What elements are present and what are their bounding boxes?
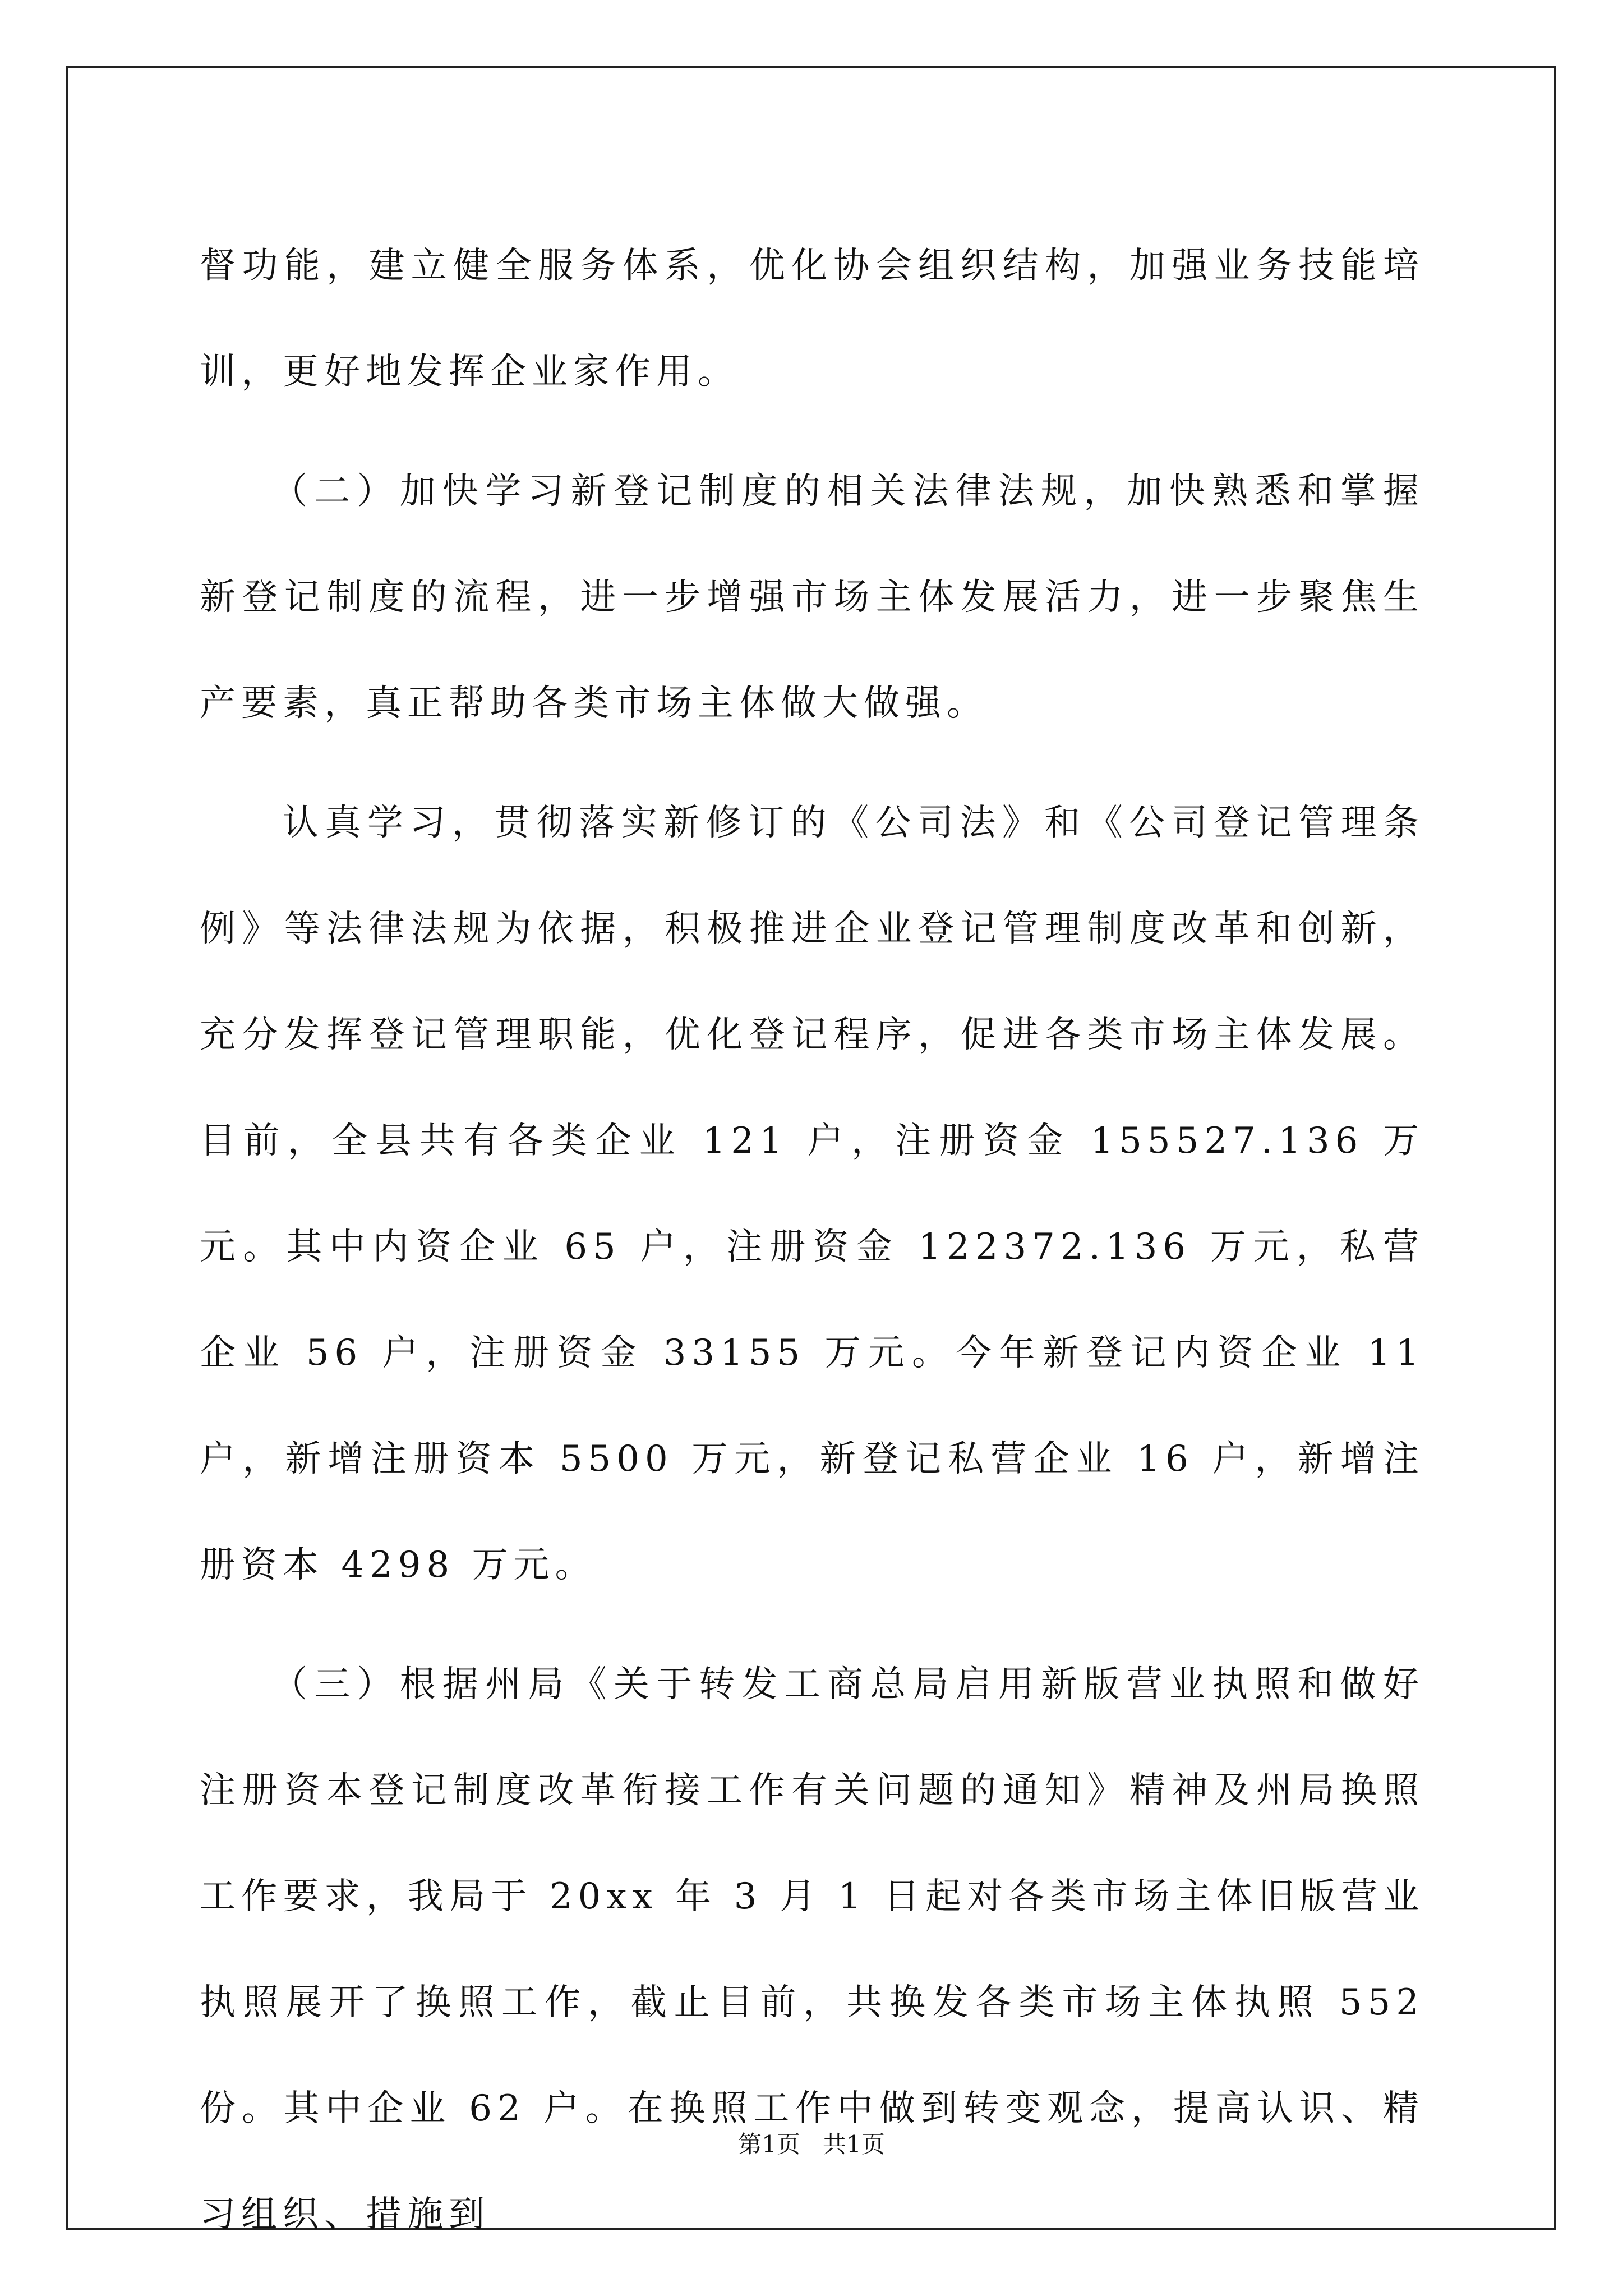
paragraph: 认真学习，贯彻落实新修订的《公司法》和《公司登记管理条例》等法律法规为依据，积极推进企业登记管理制度改革和创新，充分发挥登记管理职能，优化登记程序，促进各类市场主体发展。目前，全县共有各类企业 121 户，注册资金 155527.136 万元。其中内资企业 65 户，注册资金 122372.136 万元，私营企业 56 户，注册资金 33155 万元。今年新登记内资企业 11 户，新增注册资本 5500 万元，新登记私营企业 16 户，新增注册资本 4298 万元。 <box>200 802 1442 1586</box>
paragraph: （三）根据州局《关于转发工商总局启用新版营业执照和做好注册资本登记制度改革衔接工作有关问题的通知》精神及州局换照工作要求，我局于 20xx 年 3 月 1 日起对各类市场主体旧版营业执照展开了换照工作，截止目前，共换发各类市场主体执照 552 份。其中企业 62 户。在换照工作中做到转变观念，提高认识、精习组织、措施到 <box>200 1664 1442 2235</box>
document-body <box>200 213 1442 2281</box>
page-number: 第1页 共1页 <box>738 2131 885 2158</box>
paragraph: 督功能，建立健全服务体系，优化协会组织结构，加强业务技能培训，更好地发挥企业家作用。 <box>200 245 1424 393</box>
paragraph: （二）加快学习新登记制度的相关法律法规，加快熟悉和掌握新登记制度的流程，进一步增强市场主体发展活力，进一步聚焦生产要素，真正帮助各类市场主体做大做强。 <box>200 471 1424 724</box>
